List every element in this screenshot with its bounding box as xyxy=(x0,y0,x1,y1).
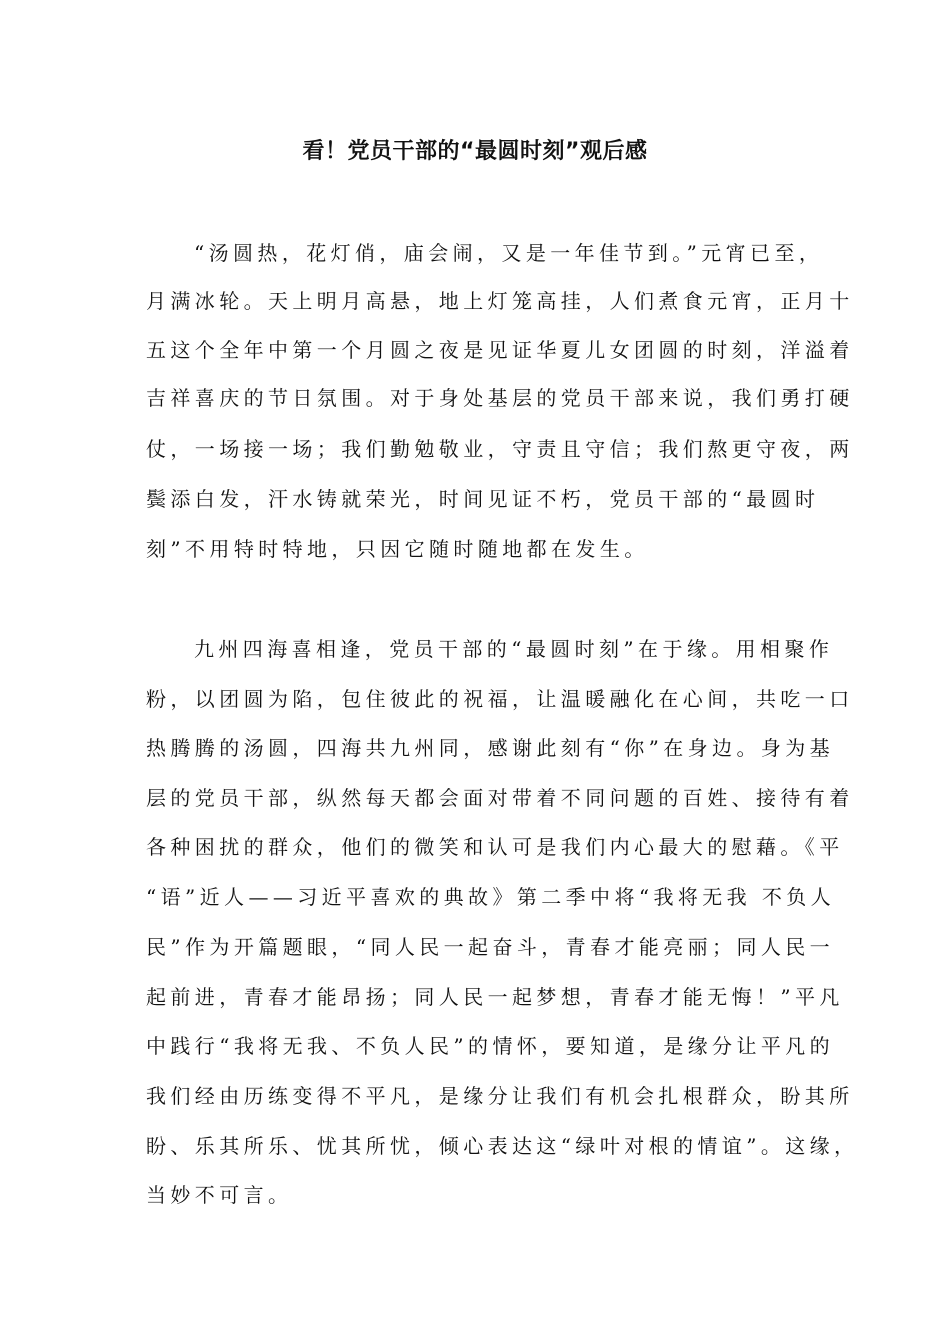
paragraph-1-line-2: 月满冰轮。天上明月高悬，地上灯笼高挂，人们煮食元宵，正月十 xyxy=(146,289,854,313)
paragraph-2-line-1: 九州四海喜相逢，党员干部的“最圆时刻”在于缘。用相聚作 xyxy=(194,637,834,661)
paragraph-2-line-4: 层的党员干部，纵然每天都会面对带着不同问题的百姓、接待有着 xyxy=(146,786,854,810)
paragraph-1-line-4: 吉祥喜庆的节日氛围。对于身处基层的党员干部来说，我们勇打硬 xyxy=(146,386,854,410)
paragraph-2-line-3: 热腾腾的汤圆，四海共九州同，感谢此刻有“你”在身边。身为基 xyxy=(146,736,835,760)
paragraph-2-line-11: 盼、乐其所乐、忧其所忧，倾心表达这“绿叶对根的情谊”。这缘， xyxy=(146,1134,859,1158)
paragraph-2-line-12: 当妙不可言。 xyxy=(146,1183,293,1207)
paragraph-2-line-7: 民”作为开篇题眼，“同人民一起奋斗，青春才能亮丽；同人民一 xyxy=(146,935,835,959)
paragraph-2-line-2: 粉，以团圆为陷，包住彼此的祝福，让温暖融化在心间，共吃一口 xyxy=(146,687,854,711)
paragraph-1-line-3: 五这个全年中第一个月圆之夜是见证华夏儿女团圆的时刻，洋溢着 xyxy=(146,338,854,362)
paragraph-2-line-8: 起前进，青春才能昂扬；同人民一起梦想，青春才能无悔！”平凡 xyxy=(146,985,844,1009)
paragraph-1-line-6: 鬓添白发，汗水铸就荣光，时间见证不朽，党员干部的“最圆时 xyxy=(146,487,820,511)
paragraph-1-line-7: 刻”不用特时特地，只因它随时随地都在发生。 xyxy=(146,537,649,561)
paragraph-2-line-10: 我们经由历练变得不平凡，是缘分让我们有机会扎根群众，盼其所 xyxy=(146,1084,854,1108)
document-title: 看！党员干部的“最圆时刻”观后感 xyxy=(302,139,648,164)
paragraph-2-line-5: 各种困扰的群众，他们的微笑和认可是我们内心最大的慰藉。《平 xyxy=(146,835,844,859)
paragraph-1-line-5: 仗，一场接一场；我们勤勉敬业，守责且守信；我们熬更守夜，两 xyxy=(146,437,854,461)
paragraph-2-line-6: “语”近人——习近平喜欢的典故》第二季中将“我将无我 不负人 xyxy=(146,885,836,909)
paragraph-2-line-9: 中践行“我将无我、不负人民”的情怀，要知道，是缘分让平凡的 xyxy=(146,1034,835,1058)
paragraph-1-line-1: “汤圆热，花灯俏，庙会闹，又是一年佳节到。”元宵已至， xyxy=(194,241,824,265)
